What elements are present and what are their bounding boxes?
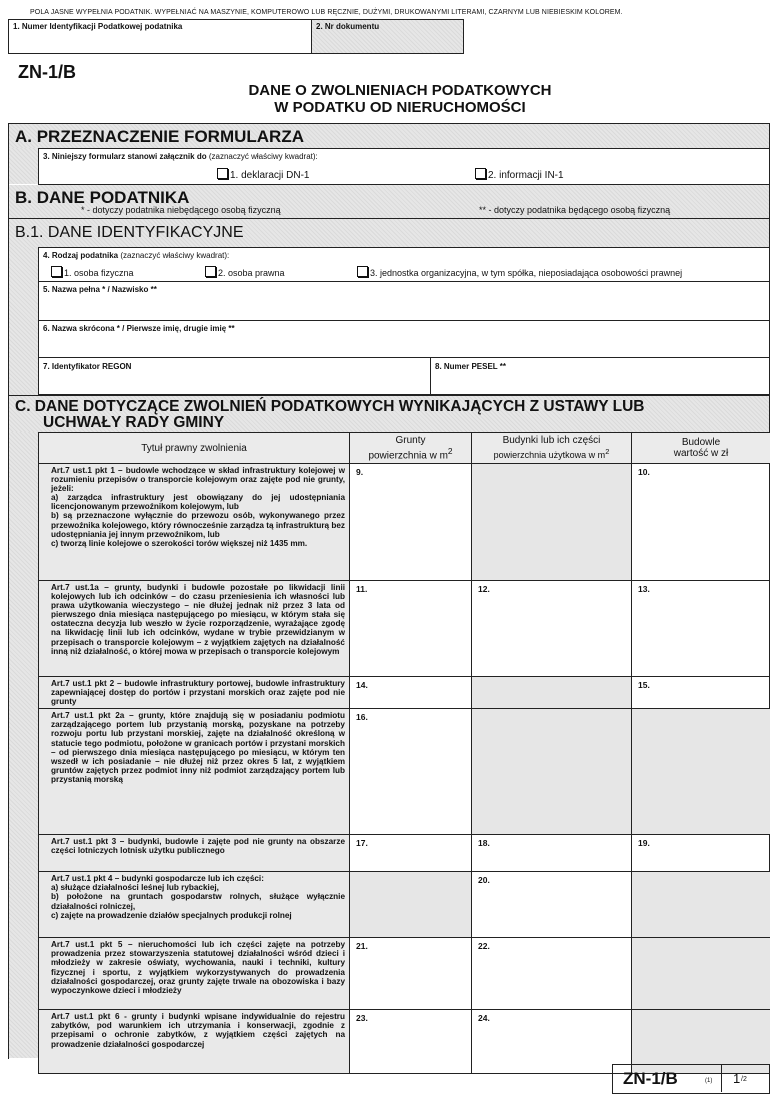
section-c-title-line-1: C. DANE DOTYCZĄCE ZWOLNIEŃ PODATKOWYCH WYNIKAJĄCYCH Z USTAWY LUB bbox=[15, 398, 645, 415]
footer-page-total: /2 bbox=[741, 1076, 747, 1083]
top-instruction: POLA JASNE WYPEŁNIA PODATNIK. WYPEŁNIAĆ NA MASZYNIE, KOMPUTEROWO LUB RĘCZNIE, DUŻYMI, DRUKOWANYMI LITERAMI, CZARNYM LUB NIEBIESKIM KOLOREM. bbox=[30, 9, 623, 16]
footer-code-box bbox=[612, 1064, 770, 1094]
footer-code: ZN-1/B bbox=[623, 1069, 678, 1088]
grunty-value-cell[interactable]: 21. bbox=[350, 938, 472, 1010]
option-osoba-prawna[interactable]: 2. osoba prawna bbox=[205, 266, 285, 278]
budowle-value-cell[interactable]: 19. bbox=[632, 835, 770, 872]
title-line-1: DANE O ZWOLNIENIACH PODATKOWYCH bbox=[248, 82, 552, 99]
form-code: ZN-1/B bbox=[18, 62, 76, 82]
budowle-value-cell bbox=[632, 709, 770, 835]
budynki-value-cell bbox=[472, 709, 632, 835]
form-title bbox=[180, 82, 620, 116]
field6-short-name[interactable] bbox=[38, 320, 770, 358]
checkbox-dn1[interactable] bbox=[217, 168, 228, 179]
grunty-value-cell[interactable]: 16. bbox=[350, 709, 472, 835]
section-b-title: B. DANE PODATNIKA bbox=[15, 188, 190, 207]
footer-version: (1) bbox=[705, 1078, 713, 1084]
field4-label: 4. Rodzaj podatnika (zaznaczyć właściwy kwadrat): bbox=[43, 251, 230, 260]
section-a-header bbox=[9, 124, 769, 149]
exemption-title: Art.7 ust.1 pkt 6 - grunty i budynki wpisane indywidualnie do rejestru zabytków, pod warunkiem ich utrzymania i konserwacji, zgodnie z przepisami o ochronie zabytków, z wyjątkiem części zajętych na prowadzenie działalności gospodarczej bbox=[39, 1010, 350, 1074]
option-osoba-fizyczna[interactable]: 1. osoba fizyczna bbox=[51, 266, 134, 278]
grunty-value-cell[interactable]: 23. bbox=[350, 1010, 472, 1074]
nip-label: 1. Numer Identyfikacji Podatkowej podatnika bbox=[13, 22, 183, 31]
exemption-title: Art.7 ust.1a – grunty, budynki i budowle pozostałe po likwidacji linii kolejowych lub ich odcinków – do czasu przeniesienia ich własności lub prawa użytkowania wieczystego – nie dłużej jednak niż przez 3 lata od pierwszego dnia miesiąca następującego po miesiącu, w którym stała się ostateczna decyzja lub weszło w życie rozporządzenie, wyrażające zgodę na likwidację linii lub ich odcinków, wydane w trybie przewidzianym w przepisach o transporcie kolejowym – z wyjątkiem zajętych na działalność inną niż działalność, o której mowa w przepisach o transporcie kolejowym bbox=[39, 581, 350, 677]
budynki-value-cell bbox=[472, 677, 632, 709]
budowle-value-cell[interactable]: 10. bbox=[632, 464, 770, 581]
field7-regon[interactable] bbox=[38, 357, 431, 395]
budowle-value-cell[interactable]: 15. bbox=[632, 677, 770, 709]
checkbox-osoba-prawna[interactable] bbox=[205, 266, 216, 277]
budynki-value-cell[interactable]: 12. bbox=[472, 581, 632, 677]
exemptions-table bbox=[38, 432, 770, 1074]
budynki-value-cell[interactable]: 24. bbox=[472, 1010, 632, 1074]
section-c-header bbox=[9, 395, 769, 433]
field8-pesel[interactable] bbox=[430, 357, 770, 395]
option-jednostka[interactable]: 3. jednostka organizacyjna, w tym spółka, nieposiadająca osobowości prawnej bbox=[357, 266, 682, 278]
table-row bbox=[39, 709, 770, 835]
nip-field[interactable] bbox=[8, 19, 312, 54]
table-row bbox=[39, 464, 770, 581]
document-number-field bbox=[311, 19, 464, 54]
document-number-label: 2. Nr dokumentu bbox=[316, 22, 380, 31]
budynki-value-cell[interactable]: 20. bbox=[472, 872, 632, 938]
footer-divider bbox=[721, 1065, 722, 1092]
table-row bbox=[39, 872, 770, 938]
exemption-title: Art.7 ust.1 pkt 2 – budowle infrastruktury portowej, budowle infrastruktury zapewniającej dostęp do portów i przystani morskich oraz zajęte pod nie grunty bbox=[39, 677, 350, 709]
section-a-field3 bbox=[38, 148, 770, 185]
field3-label: 3. Niniejszy formularz stanowi załącznik do (zaznaczyć właściwy kwadrat): bbox=[43, 152, 318, 161]
col-header-grunty: Grunty powierzchnia w $m^2$ bbox=[350, 433, 472, 464]
field6-label: 6. Nazwa skrócona * / Pierwsze imię, drugie imię ** bbox=[43, 324, 235, 333]
exemption-title: Art.7 ust.1 pkt 4 – budynki gospodarcze lub ich części: a) służące działalności leśnej lub rybackiej, b) położone na gruntach gospodarstw rolnych, służące wyłącznie działalności rolniczej, c) zajęte na prowadzenie działów specjalnych produkcji rolnej bbox=[39, 872, 350, 938]
col-header-budynki: Budynki lub ich części powierzchnia użytkowa w $m^2$ bbox=[472, 433, 632, 464]
table-row bbox=[39, 835, 770, 872]
section-a-left-margin bbox=[9, 148, 38, 184]
grunty-value-cell[interactable]: 11. bbox=[350, 581, 472, 677]
field8-label: 8. Numer PESEL ** bbox=[435, 362, 506, 371]
exemption-title: Art.7 ust.1 pkt 5 – nieruchomości lub ich części zajęte na potrzeby prowadzenia przez stowarzyszenia statutowej działalności wśród dzieci i młodzieży w zakresie oświaty, wychowania, nauki i techniki, kultury fizycznej i sportu, z wyjątkiem wykorzystywanych do prowadzenia działalności gospodarczej, oraz grunty zajęte trwale na obozowiska i bazy wypoczynkowe dzieci i młodzieży bbox=[39, 938, 350, 1010]
section-b-note-1: * - dotyczy podatnika niebędącego osobą fizyczną bbox=[81, 205, 281, 215]
section-a-title: A. PRZEZNACZENIE FORMULARZA bbox=[15, 127, 304, 146]
exemption-title: Art.7 ust.1 pkt 3 – budynki, budowle i zajęte pod nie grunty na obszarze części lotniczych lotnisk użytku publicznego bbox=[39, 835, 350, 872]
section-b1-header bbox=[9, 219, 769, 248]
checkbox-jednostka[interactable] bbox=[357, 266, 368, 277]
section-b-note-2: ** - dotyczy podatnika będącego osobą fizyczną bbox=[479, 205, 671, 215]
option-in1[interactable]: 2. informacji IN-1 bbox=[475, 168, 564, 181]
grunty-value-cell[interactable]: 17. bbox=[350, 835, 472, 872]
grunty-value-cell[interactable]: 14. bbox=[350, 677, 472, 709]
table-row bbox=[39, 677, 770, 709]
section-c-title bbox=[15, 399, 644, 431]
section-c-title-line-2: UCHWAŁY RADY GMINY bbox=[43, 414, 225, 431]
budynki-value-cell[interactable]: 18. bbox=[472, 835, 632, 872]
exemption-title: Art.7 ust.1 pkt 1 – budowle wchodzące w skład infrastruktury kolejowej w rozumieniu przepisów o transporcie kolejowym oraz zajęte pod nie grunty, jeżeli: a) zarządca infrastruktury jest obowiązany do jej udostępniania licencjonowanym przewoźnikom kolejowym, lub b) są przeznaczone wyłącznie do przewozu osób, wykonywanego przez przewoźnika kolejowego, który równocześnie zarządza tą infrastrukturą bez udostępniania jej innym przewoźnikom, lub c) tworzą linie kolejowe o szerokości torów większej niż 1435 mm. bbox=[39, 464, 350, 581]
section-b1-left-margin bbox=[9, 247, 38, 395]
checkbox-in1[interactable] bbox=[475, 168, 486, 179]
table-header-row bbox=[39, 433, 770, 464]
budowle-value-cell bbox=[632, 872, 770, 938]
table-row bbox=[39, 581, 770, 677]
section-b1-title: B.1. DANE IDENTYFIKACYJNE bbox=[15, 224, 244, 241]
grunty-value-cell bbox=[350, 872, 472, 938]
budowle-value-cell bbox=[632, 938, 770, 1010]
table-row bbox=[39, 938, 770, 1010]
section-c-left-margin bbox=[9, 432, 38, 1058]
col-header-title: Tytuł prawny zwolnienia bbox=[39, 433, 350, 464]
budynki-value-cell bbox=[472, 464, 632, 581]
exemption-title: Art.7 ust.1 pkt 2a – grunty, które znajdują się w posiadaniu podmiotu zarządzającego portem lub przystanią morską, pozyskane na potrzeby rozwoju portu lub przystani morskiej, zajęte na działalność określoną w statucie tego podmiotu, położone w granicach portów i przystani morskich – od pierwszego dnia miesiąca następującego po miesiącu, w którym ten wszedł w ich posiadanie – nie dłużej niż przez okres 5 lat, z wyjątkiem gruntów zajętych przez podmiot inny niż podmiot zarządzający portem lub przystanią morską bbox=[39, 709, 350, 835]
section-b-header bbox=[9, 185, 769, 219]
grunty-value-cell[interactable]: 9. bbox=[350, 464, 472, 581]
section-b1-field4 bbox=[38, 247, 770, 282]
checkbox-osoba-fizyczna[interactable] bbox=[51, 266, 62, 277]
field5-label: 5. Nazwa pełna * / Nazwisko ** bbox=[43, 285, 157, 294]
budynki-value-cell[interactable]: 22. bbox=[472, 938, 632, 1010]
option-dn1[interactable]: 1. deklaracji DN-1 bbox=[217, 168, 309, 181]
col-header-budowle: Budowle wartość w zł bbox=[632, 433, 770, 464]
footer-page: 1 bbox=[733, 1071, 741, 1086]
field5-full-name[interactable] bbox=[38, 281, 770, 321]
title-line-2: W PODATKU OD NIERUCHOMOŚCI bbox=[274, 99, 526, 116]
field7-label: 7. Identyfikator REGON bbox=[43, 362, 132, 371]
budowle-value-cell[interactable]: 13. bbox=[632, 581, 770, 677]
